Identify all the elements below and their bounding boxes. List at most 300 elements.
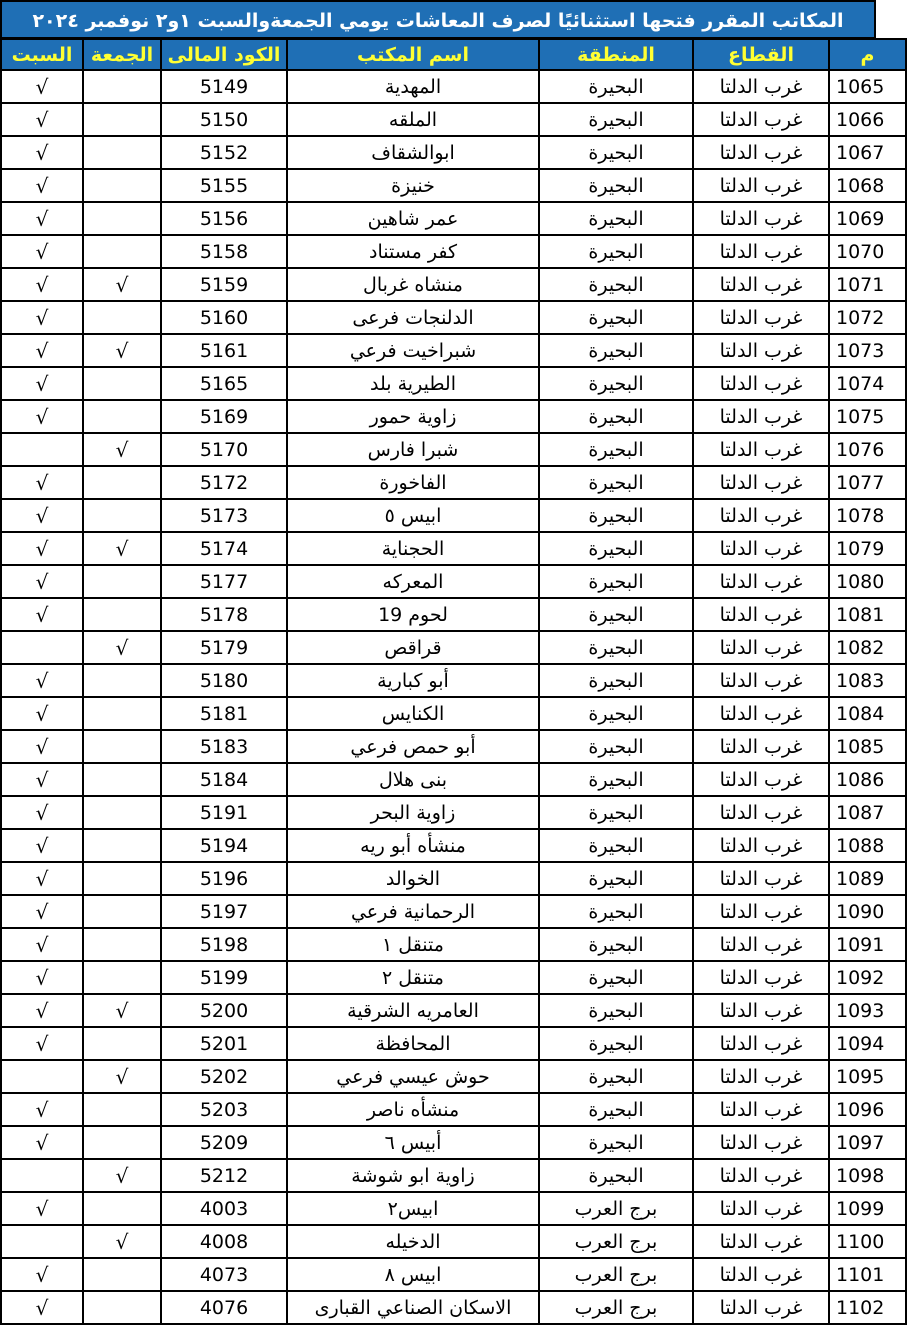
saturday-cell[interactable]: √ bbox=[1, 400, 83, 433]
friday-cell[interactable]: √ bbox=[83, 994, 161, 1027]
sector-cell[interactable]: غرب الدلتا bbox=[693, 367, 829, 400]
sector-cell[interactable]: غرب الدلتا bbox=[693, 466, 829, 499]
sector-cell[interactable]: غرب الدلتا bbox=[693, 400, 829, 433]
saturday-cell[interactable]: √ bbox=[1, 895, 83, 928]
header-friday[interactable]: الجمعة bbox=[83, 39, 161, 70]
code-cell[interactable]: 5203 bbox=[161, 1093, 287, 1126]
sector-cell[interactable]: غرب الدلتا bbox=[693, 631, 829, 664]
sector-cell[interactable]: غرب الدلتا bbox=[693, 532, 829, 565]
office-name-cell[interactable]: العامريه الشرقية bbox=[287, 994, 539, 1027]
area-cell[interactable]: البحيرة bbox=[539, 1060, 693, 1093]
index-cell[interactable]: 1086 bbox=[829, 763, 906, 796]
sector-cell[interactable]: غرب الدلتا bbox=[693, 1126, 829, 1159]
table-row bbox=[1, 829, 906, 862]
code-cell[interactable]: 5183 bbox=[161, 730, 287, 763]
sector-cell[interactable]: غرب الدلتا bbox=[693, 1060, 829, 1093]
friday-cell[interactable] bbox=[83, 202, 161, 235]
index-cell[interactable]: 1090 bbox=[829, 895, 906, 928]
friday-cell[interactable]: √ bbox=[83, 1225, 161, 1258]
friday-cell[interactable] bbox=[83, 730, 161, 763]
office-name-cell[interactable]: الرحمانية فرعي bbox=[287, 895, 539, 928]
index-cell[interactable]: 1091 bbox=[829, 928, 906, 961]
index-cell[interactable]: 1070 bbox=[829, 235, 906, 268]
code-cell[interactable]: 5198 bbox=[161, 928, 287, 961]
code-cell[interactable]: 5174 bbox=[161, 532, 287, 565]
saturday-cell[interactable] bbox=[1, 1159, 83, 1192]
saturday-cell[interactable]: √ bbox=[1, 994, 83, 1027]
code-cell[interactable]: 5179 bbox=[161, 631, 287, 664]
sector-cell[interactable]: غرب الدلتا bbox=[693, 598, 829, 631]
saturday-cell[interactable]: √ bbox=[1, 334, 83, 367]
office-name-cell[interactable]: الملقه bbox=[287, 103, 539, 136]
office-name-cell[interactable]: المهدية bbox=[287, 70, 539, 103]
index-cell[interactable]: 1068 bbox=[829, 169, 906, 202]
office-name-cell[interactable]: منشاه غربال bbox=[287, 268, 539, 301]
saturday-cell[interactable]: √ bbox=[1, 103, 83, 136]
table-row bbox=[1, 367, 906, 400]
index-cell[interactable]: 1069 bbox=[829, 202, 906, 235]
code-cell[interactable]: 5196 bbox=[161, 862, 287, 895]
saturday-cell[interactable] bbox=[1, 1060, 83, 1093]
code-cell[interactable]: 5169 bbox=[161, 400, 287, 433]
saturday-cell[interactable]: √ bbox=[1, 697, 83, 730]
area-cell[interactable]: البحيرة bbox=[539, 862, 693, 895]
code-cell[interactable]: 5178 bbox=[161, 598, 287, 631]
table-row bbox=[1, 169, 906, 202]
area-cell[interactable]: البحيرة bbox=[539, 961, 693, 994]
office-name-cell[interactable]: أبو حمص فرعي bbox=[287, 730, 539, 763]
friday-cell[interactable]: √ bbox=[83, 532, 161, 565]
area-cell[interactable]: البحيرة bbox=[539, 928, 693, 961]
code-cell[interactable]: 4008 bbox=[161, 1225, 287, 1258]
area-cell[interactable]: البحيرة bbox=[539, 202, 693, 235]
area-cell[interactable]: البحيرة bbox=[539, 697, 693, 730]
header-area[interactable]: المنطقة bbox=[539, 39, 693, 70]
index-cell[interactable]: 1075 bbox=[829, 400, 906, 433]
code-cell[interactable]: 5158 bbox=[161, 235, 287, 268]
office-name-cell[interactable]: الحجناية bbox=[287, 532, 539, 565]
area-cell[interactable]: البحيرة bbox=[539, 730, 693, 763]
office-name-cell[interactable]: شبراخيت فرعي bbox=[287, 334, 539, 367]
area-cell[interactable]: البحيرة bbox=[539, 1159, 693, 1192]
table-row bbox=[1, 994, 906, 1027]
area-cell[interactable]: البحيرة bbox=[539, 631, 693, 664]
code-cell[interactable]: 5173 bbox=[161, 499, 287, 532]
sector-cell[interactable]: غرب الدلتا bbox=[693, 70, 829, 103]
index-cell[interactable]: 1087 bbox=[829, 796, 906, 829]
saturday-cell[interactable]: √ bbox=[1, 202, 83, 235]
table-row bbox=[1, 1159, 906, 1192]
code-cell[interactable]: 5149 bbox=[161, 70, 287, 103]
saturday-cell[interactable]: √ bbox=[1, 532, 83, 565]
office-name-cell[interactable]: ابيس ٥ bbox=[287, 499, 539, 532]
code-cell[interactable]: 4003 bbox=[161, 1192, 287, 1225]
friday-cell[interactable] bbox=[83, 664, 161, 697]
table-row bbox=[1, 466, 906, 499]
area-cell[interactable]: البحيرة bbox=[539, 664, 693, 697]
area-cell[interactable]: برج العرب bbox=[539, 1192, 693, 1225]
area-cell[interactable]: البحيرة bbox=[539, 1126, 693, 1159]
index-cell[interactable]: 1083 bbox=[829, 664, 906, 697]
saturday-cell[interactable]: √ bbox=[1, 664, 83, 697]
friday-cell[interactable] bbox=[83, 1258, 161, 1291]
sector-cell[interactable]: غرب الدلتا bbox=[693, 235, 829, 268]
index-cell[interactable]: 1074 bbox=[829, 367, 906, 400]
index-cell[interactable]: 1066 bbox=[829, 103, 906, 136]
saturday-cell[interactable]: √ bbox=[1, 1192, 83, 1225]
office-name-cell[interactable]: ابيس٢ bbox=[287, 1192, 539, 1225]
friday-cell[interactable] bbox=[83, 928, 161, 961]
office-name-cell[interactable]: زاوية البحر bbox=[287, 796, 539, 829]
header-index[interactable]: م bbox=[829, 39, 906, 70]
office-name-cell[interactable]: كفر مستناد bbox=[287, 235, 539, 268]
index-cell[interactable]: 1078 bbox=[829, 499, 906, 532]
sector-cell[interactable]: غرب الدلتا bbox=[693, 202, 829, 235]
office-name-cell[interactable]: الفاخورة bbox=[287, 466, 539, 499]
friday-cell[interactable] bbox=[83, 1027, 161, 1060]
saturday-cell[interactable]: √ bbox=[1, 796, 83, 829]
sector-cell[interactable]: غرب الدلتا bbox=[693, 664, 829, 697]
area-cell[interactable]: برج العرب bbox=[539, 1225, 693, 1258]
friday-cell[interactable] bbox=[83, 70, 161, 103]
table-row bbox=[1, 565, 906, 598]
index-cell[interactable]: 1079 bbox=[829, 532, 906, 565]
table-row bbox=[1, 433, 906, 466]
area-cell[interactable]: برج العرب bbox=[539, 1291, 693, 1324]
sector-cell[interactable]: غرب الدلتا bbox=[693, 928, 829, 961]
area-cell[interactable]: البحيرة bbox=[539, 367, 693, 400]
saturday-cell[interactable]: √ bbox=[1, 961, 83, 994]
area-cell[interactable]: البحيرة bbox=[539, 565, 693, 598]
area-cell[interactable]: البحيرة bbox=[539, 400, 693, 433]
saturday-cell[interactable]: √ bbox=[1, 136, 83, 169]
friday-cell[interactable] bbox=[83, 565, 161, 598]
header-office-name[interactable]: اسم المكتب bbox=[287, 39, 539, 70]
area-cell[interactable]: البحيرة bbox=[539, 268, 693, 301]
sector-cell[interactable]: غرب الدلتا bbox=[693, 796, 829, 829]
code-cell[interactable]: 5177 bbox=[161, 565, 287, 598]
friday-cell[interactable] bbox=[83, 136, 161, 169]
code-cell[interactable]: 5152 bbox=[161, 136, 287, 169]
code-cell[interactable]: 4076 bbox=[161, 1291, 287, 1324]
table-row bbox=[1, 1060, 906, 1093]
saturday-cell[interactable]: √ bbox=[1, 1291, 83, 1324]
saturday-cell[interactable]: √ bbox=[1, 1126, 83, 1159]
sector-cell[interactable]: غرب الدلتا bbox=[693, 895, 829, 928]
office-name-cell[interactable]: أبو كبارية bbox=[287, 664, 539, 697]
code-cell[interactable]: 5199 bbox=[161, 961, 287, 994]
code-cell[interactable]: 5181 bbox=[161, 697, 287, 730]
friday-cell[interactable] bbox=[83, 862, 161, 895]
friday-cell[interactable] bbox=[83, 895, 161, 928]
area-cell[interactable]: البحيرة bbox=[539, 532, 693, 565]
table-row bbox=[1, 961, 906, 994]
index-cell[interactable]: 1102 bbox=[829, 1291, 906, 1324]
index-cell[interactable]: 1098 bbox=[829, 1159, 906, 1192]
header-code[interactable]: الكود المالى bbox=[161, 39, 287, 70]
code-cell[interactable]: 5200 bbox=[161, 994, 287, 1027]
saturday-cell[interactable]: √ bbox=[1, 1093, 83, 1126]
sector-cell[interactable]: غرب الدلتا bbox=[693, 1027, 829, 1060]
friday-cell[interactable] bbox=[83, 301, 161, 334]
friday-cell[interactable] bbox=[83, 367, 161, 400]
table-row bbox=[1, 928, 906, 961]
office-name-cell[interactable]: حوش عيسي فرعي bbox=[287, 1060, 539, 1093]
index-cell[interactable]: 1072 bbox=[829, 301, 906, 334]
office-name-cell[interactable]: زاوية ابو شوشة bbox=[287, 1159, 539, 1192]
area-cell[interactable]: البحيرة bbox=[539, 895, 693, 928]
area-cell[interactable]: البحيرة bbox=[539, 433, 693, 466]
friday-cell[interactable] bbox=[83, 763, 161, 796]
friday-cell[interactable]: √ bbox=[83, 334, 161, 367]
saturday-cell[interactable]: √ bbox=[1, 565, 83, 598]
code-cell[interactable]: 5156 bbox=[161, 202, 287, 235]
code-cell[interactable]: 5165 bbox=[161, 367, 287, 400]
office-name-cell[interactable]: منشأه أبو ريه bbox=[287, 829, 539, 862]
index-cell[interactable]: 1067 bbox=[829, 136, 906, 169]
table-row bbox=[1, 796, 906, 829]
index-cell[interactable]: 1080 bbox=[829, 565, 906, 598]
area-cell[interactable]: البحيرة bbox=[539, 301, 693, 334]
saturday-cell[interactable]: √ bbox=[1, 730, 83, 763]
office-name-cell[interactable]: المحافظة bbox=[287, 1027, 539, 1060]
office-name-cell[interactable]: الطيرية بلد bbox=[287, 367, 539, 400]
sector-cell[interactable]: غرب الدلتا bbox=[693, 433, 829, 466]
sector-cell[interactable]: غرب الدلتا bbox=[693, 268, 829, 301]
table-row bbox=[1, 532, 906, 565]
friday-cell[interactable] bbox=[83, 235, 161, 268]
table-row bbox=[1, 202, 906, 235]
saturday-cell[interactable]: √ bbox=[1, 763, 83, 796]
area-cell[interactable]: البحيرة bbox=[539, 169, 693, 202]
sector-cell[interactable]: غرب الدلتا bbox=[693, 565, 829, 598]
office-name-cell[interactable]: متنقل ١ bbox=[287, 928, 539, 961]
index-cell[interactable]: 1073 bbox=[829, 334, 906, 367]
area-cell[interactable]: البحيرة bbox=[539, 499, 693, 532]
saturday-cell[interactable]: √ bbox=[1, 862, 83, 895]
index-cell[interactable]: 1088 bbox=[829, 829, 906, 862]
table-row bbox=[1, 631, 906, 664]
office-name-cell[interactable]: قراقص bbox=[287, 631, 539, 664]
area-cell[interactable]: البحيرة bbox=[539, 598, 693, 631]
code-cell[interactable]: 5209 bbox=[161, 1126, 287, 1159]
area-cell[interactable]: البحيرة bbox=[539, 334, 693, 367]
code-cell[interactable]: 5212 bbox=[161, 1159, 287, 1192]
office-name-cell[interactable]: لحوم 19 bbox=[287, 598, 539, 631]
saturday-cell[interactable]: √ bbox=[1, 301, 83, 334]
sector-cell[interactable]: غرب الدلتا bbox=[693, 1192, 829, 1225]
code-cell[interactable]: 5202 bbox=[161, 1060, 287, 1093]
code-cell[interactable]: 5155 bbox=[161, 169, 287, 202]
table-row bbox=[1, 1192, 906, 1225]
code-cell[interactable]: 5194 bbox=[161, 829, 287, 862]
area-cell[interactable]: البحيرة bbox=[539, 235, 693, 268]
header-sector[interactable]: القطاع bbox=[693, 39, 829, 70]
sector-cell[interactable]: غرب الدلتا bbox=[693, 1291, 829, 1324]
saturday-cell[interactable]: √ bbox=[1, 829, 83, 862]
sector-cell[interactable]: غرب الدلتا bbox=[693, 730, 829, 763]
code-cell[interactable]: 5172 bbox=[161, 466, 287, 499]
office-name-cell[interactable]: الدلنجات فرعى bbox=[287, 301, 539, 334]
sector-cell[interactable]: غرب الدلتا bbox=[693, 301, 829, 334]
friday-cell[interactable]: √ bbox=[83, 1159, 161, 1192]
page-title: المكاتب المقرر فتحها استثنائيًا لصرف المعاشات يومي الجمعةوالسبت ١و٢ نوفمبر ٢٠٢٤ bbox=[0, 0, 876, 38]
index-cell[interactable]: 1076 bbox=[829, 433, 906, 466]
saturday-cell[interactable]: √ bbox=[1, 1027, 83, 1060]
office-name-cell[interactable]: شبرا فارس bbox=[287, 433, 539, 466]
index-cell[interactable]: 1065 bbox=[829, 70, 906, 103]
office-name-cell[interactable]: الخوالد bbox=[287, 862, 539, 895]
office-name-cell[interactable]: عمر شاهين bbox=[287, 202, 539, 235]
index-cell[interactable]: 1099 bbox=[829, 1192, 906, 1225]
office-name-cell[interactable]: المعركه bbox=[287, 565, 539, 598]
sector-cell[interactable]: غرب الدلتا bbox=[693, 763, 829, 796]
friday-cell[interactable]: √ bbox=[83, 631, 161, 664]
table-row bbox=[1, 268, 906, 301]
saturday-cell[interactable]: √ bbox=[1, 367, 83, 400]
table-row bbox=[1, 1258, 906, 1291]
friday-cell[interactable] bbox=[83, 499, 161, 532]
code-cell[interactable]: 5170 bbox=[161, 433, 287, 466]
friday-cell[interactable] bbox=[83, 1126, 161, 1159]
sector-cell[interactable]: غرب الدلتا bbox=[693, 1225, 829, 1258]
area-cell[interactable]: البحيرة bbox=[539, 1093, 693, 1126]
area-cell[interactable]: البحيرة bbox=[539, 136, 693, 169]
office-name-cell[interactable]: الاسكان الصناعي القبارى bbox=[287, 1291, 539, 1324]
friday-cell[interactable] bbox=[83, 697, 161, 730]
saturday-cell[interactable]: √ bbox=[1, 169, 83, 202]
index-cell[interactable]: 1092 bbox=[829, 961, 906, 994]
saturday-cell[interactable] bbox=[1, 433, 83, 466]
code-cell[interactable]: 5180 bbox=[161, 664, 287, 697]
office-name-cell[interactable]: ابيس ٨ bbox=[287, 1258, 539, 1291]
code-cell[interactable]: 5150 bbox=[161, 103, 287, 136]
index-cell[interactable]: 1082 bbox=[829, 631, 906, 664]
area-cell[interactable]: البحيرة bbox=[539, 763, 693, 796]
offices-table bbox=[0, 38, 907, 1325]
saturday-cell[interactable]: √ bbox=[1, 466, 83, 499]
friday-cell[interactable] bbox=[83, 1291, 161, 1324]
area-cell[interactable]: البحيرة bbox=[539, 796, 693, 829]
index-cell[interactable]: 1071 bbox=[829, 268, 906, 301]
saturday-cell[interactable]: √ bbox=[1, 235, 83, 268]
header-saturday[interactable]: السبت bbox=[1, 39, 83, 70]
area-cell[interactable]: البحيرة bbox=[539, 1027, 693, 1060]
index-cell[interactable]: 1094 bbox=[829, 1027, 906, 1060]
office-name-cell[interactable]: متنقل ٢ bbox=[287, 961, 539, 994]
sector-cell[interactable]: غرب الدلتا bbox=[693, 697, 829, 730]
area-cell[interactable]: البحيرة bbox=[539, 994, 693, 1027]
code-cell[interactable]: 5201 bbox=[161, 1027, 287, 1060]
sector-cell[interactable]: غرب الدلتا bbox=[693, 1093, 829, 1126]
office-name-cell[interactable]: الكنايس bbox=[287, 697, 539, 730]
sector-cell[interactable]: غرب الدلتا bbox=[693, 862, 829, 895]
saturday-cell[interactable] bbox=[1, 1225, 83, 1258]
table-row bbox=[1, 862, 906, 895]
table-row bbox=[1, 763, 906, 796]
friday-cell[interactable] bbox=[83, 169, 161, 202]
office-name-cell[interactable]: زاوية حمور bbox=[287, 400, 539, 433]
code-cell[interactable]: 5197 bbox=[161, 895, 287, 928]
saturday-cell[interactable]: √ bbox=[1, 499, 83, 532]
index-cell[interactable]: 1097 bbox=[829, 1126, 906, 1159]
index-cell[interactable]: 1096 bbox=[829, 1093, 906, 1126]
friday-cell[interactable] bbox=[83, 796, 161, 829]
office-name-cell[interactable]: أبيس ٦ bbox=[287, 1126, 539, 1159]
saturday-cell[interactable]: √ bbox=[1, 1258, 83, 1291]
table-row bbox=[1, 103, 906, 136]
code-cell[interactable]: 4073 bbox=[161, 1258, 287, 1291]
saturday-cell[interactable]: √ bbox=[1, 70, 83, 103]
office-name-cell[interactable]: ابوالشقاف bbox=[287, 136, 539, 169]
friday-cell[interactable] bbox=[83, 466, 161, 499]
sector-cell[interactable]: غرب الدلتا bbox=[693, 1159, 829, 1192]
table-row bbox=[1, 136, 906, 169]
saturday-cell[interactable]: √ bbox=[1, 268, 83, 301]
saturday-cell[interactable]: √ bbox=[1, 928, 83, 961]
index-cell[interactable]: 1093 bbox=[829, 994, 906, 1027]
code-cell[interactable]: 5159 bbox=[161, 268, 287, 301]
table-row bbox=[1, 895, 906, 928]
index-cell[interactable]: 1077 bbox=[829, 466, 906, 499]
index-cell[interactable]: 1101 bbox=[829, 1258, 906, 1291]
area-cell[interactable]: البحيرة bbox=[539, 103, 693, 136]
code-cell[interactable]: 5160 bbox=[161, 301, 287, 334]
office-name-cell[interactable]: منشأه ناصر bbox=[287, 1093, 539, 1126]
office-name-cell[interactable]: خنيزة bbox=[287, 169, 539, 202]
index-cell[interactable]: 1081 bbox=[829, 598, 906, 631]
friday-cell[interactable] bbox=[83, 598, 161, 631]
friday-cell[interactable] bbox=[83, 1192, 161, 1225]
sector-cell[interactable]: غرب الدلتا bbox=[693, 829, 829, 862]
sector-cell[interactable]: غرب الدلتا bbox=[693, 994, 829, 1027]
sector-cell[interactable]: غرب الدلتا bbox=[693, 334, 829, 367]
friday-cell[interactable] bbox=[83, 829, 161, 862]
sector-cell[interactable]: غرب الدلتا bbox=[693, 961, 829, 994]
sector-cell[interactable]: غرب الدلتا bbox=[693, 499, 829, 532]
index-cell[interactable]: 1084 bbox=[829, 697, 906, 730]
saturday-cell[interactable] bbox=[1, 631, 83, 664]
code-cell[interactable]: 5191 bbox=[161, 796, 287, 829]
table-row bbox=[1, 1027, 906, 1060]
code-cell[interactable]: 5184 bbox=[161, 763, 287, 796]
area-cell[interactable]: البحيرة bbox=[539, 829, 693, 862]
index-cell[interactable]: 1085 bbox=[829, 730, 906, 763]
sector-cell[interactable]: غرب الدلتا bbox=[693, 103, 829, 136]
friday-cell[interactable] bbox=[83, 961, 161, 994]
area-cell[interactable]: برج العرب bbox=[539, 1258, 693, 1291]
code-cell[interactable]: 5161 bbox=[161, 334, 287, 367]
office-name-cell[interactable]: الدخيله bbox=[287, 1225, 539, 1258]
sector-cell[interactable]: غرب الدلتا bbox=[693, 136, 829, 169]
saturday-cell[interactable]: √ bbox=[1, 598, 83, 631]
office-name-cell[interactable]: بنى هلال bbox=[287, 763, 539, 796]
sector-cell[interactable]: غرب الدلتا bbox=[693, 169, 829, 202]
friday-cell[interactable] bbox=[83, 400, 161, 433]
area-cell[interactable]: البحيرة bbox=[539, 466, 693, 499]
friday-cell[interactable]: √ bbox=[83, 268, 161, 301]
sector-cell[interactable]: غرب الدلتا bbox=[693, 1258, 829, 1291]
area-cell[interactable]: البحيرة bbox=[539, 70, 693, 103]
friday-cell[interactable] bbox=[83, 103, 161, 136]
friday-cell[interactable] bbox=[83, 1093, 161, 1126]
index-cell[interactable]: 1089 bbox=[829, 862, 906, 895]
index-cell[interactable]: 1100 bbox=[829, 1225, 906, 1258]
table-row bbox=[1, 1093, 906, 1126]
index-cell[interactable]: 1095 bbox=[829, 1060, 906, 1093]
friday-cell[interactable]: √ bbox=[83, 1060, 161, 1093]
friday-cell[interactable]: √ bbox=[83, 433, 161, 466]
